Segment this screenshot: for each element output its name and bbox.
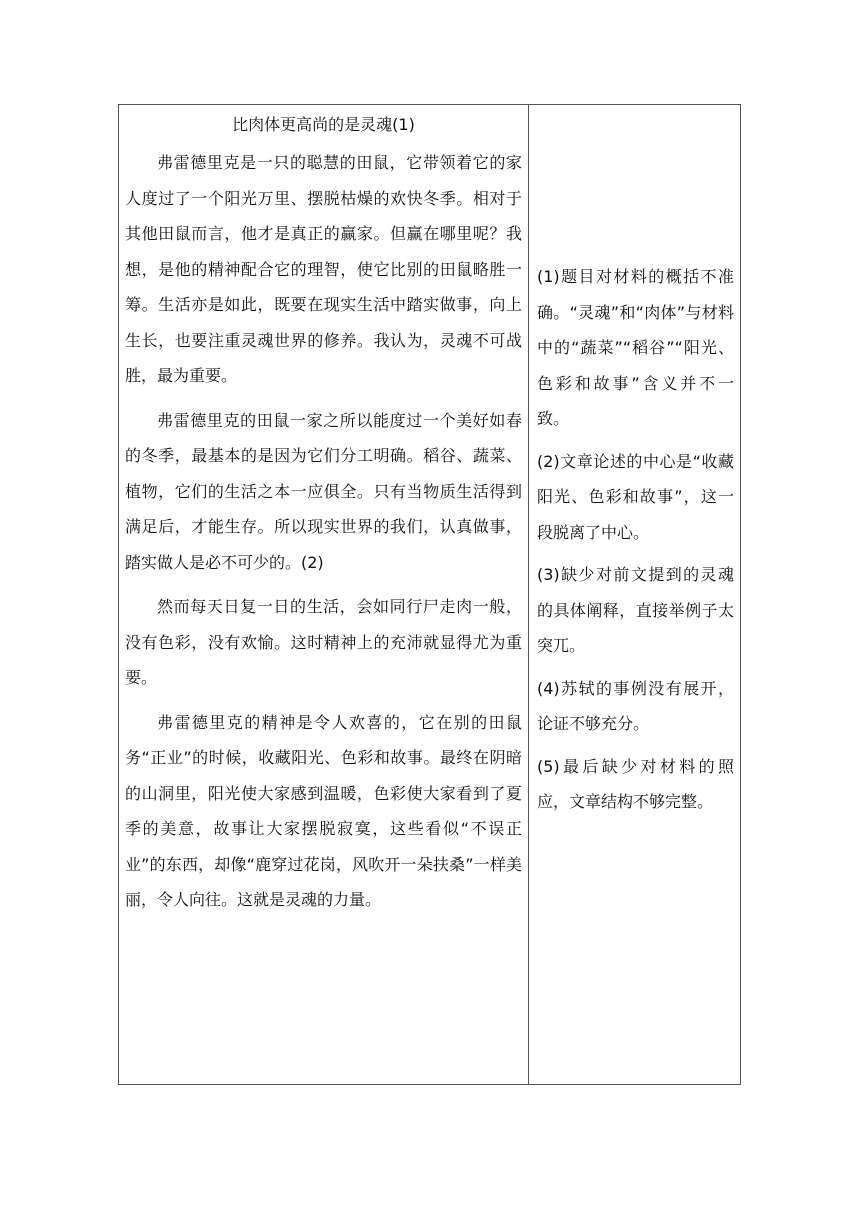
essay-paragraph-1: 弗雷德里克是一只的聪慧的田鼠，它带领着它的家人度过了一个阳光万里、摆脱枯燥的欢快冬季。相对于其他田鼠而言，他才是真正的赢家。但赢在哪里呢？我想，是他的精神配合它的理智，使它比别的田鼠略胜一筹。生活亦是如此，既要在现实生活中踏实做事，向上生长，也要注重灵魂世界的修养。我认为，灵魂不可战胜，最为重要。 [125, 153, 522, 385]
comment-2: (2)文章论述的中心是“收藏阳光、色彩和故事”，这一段脱离了中心。 [537, 451, 734, 542]
comment-5: (5)最后缺少对材料的照应，文章结构不够完整。 [537, 756, 734, 811]
comment-3: (3)缺少对前文提到的灵魂的具体阐释，直接举例子太突兀。 [537, 565, 734, 655]
comment-column [529, 105, 740, 1084]
essay-paragraph-4: 弗雷德里克的精神是令人欢喜的，它在别的田鼠务“正业”的时候，收藏阳光、色彩和故事。最终在阴暗的山洞里，阳光使大家感到温暖，色彩使大家看到了夏季的美意，故事让大家摆脱寂寞，这些看似“不误正业”的东西，却像“鹿穿过花岗，风吹开一朵扶桑”一样美丽，令人向往。这就是灵魂的力量。 [125, 712, 522, 909]
comment-list [537, 105, 734, 820]
essay-comment-table [118, 104, 741, 1085]
essay-column [119, 105, 529, 1084]
comment-1: (1)题目对材料的概括不准确。“灵魂”和“肉体”与材料中的“蔬菜”“稻谷”“阳光、色彩和故事”含义并不一致。 [537, 267, 734, 428]
essay-paragraph-3: 然而每天日复一日的生活，会如同行尸走肉一般，没有色彩，没有欢愉。这时精神上的充沛就显得尤为重要。 [125, 597, 522, 687]
essay-title: 比肉体更高尚的是灵魂(1) [232, 115, 415, 134]
essay-paragraph-2: 弗雷德里克的田鼠一家之所以能度过一个美好如春的冬季，最基本的是因为它们分工明确。稻谷、蔬菜、植物，它们的生活之本一应俱全。只有当物质生活得到满足后，才能生存。所以现实世界的我们，认真做事，踏实做人是必不可少的。(2) [125, 410, 522, 572]
comment-4: (4)苏轼的事例没有展开，论证不够充分。 [537, 678, 734, 733]
